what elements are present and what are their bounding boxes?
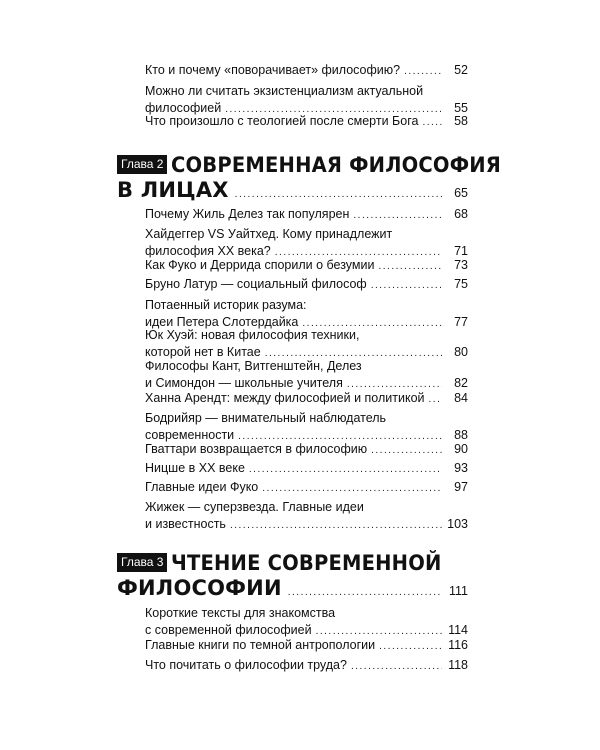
toc-entry-title: Кто и почему «поворачивает» философию?: [145, 63, 401, 77]
toc-entry-title: Бруно Латур — социальный философ: [145, 277, 367, 291]
leader-dots: [422, 114, 442, 131]
toc-entry-page: 116: [448, 638, 468, 652]
toc-entry[interactable]: [145, 276, 468, 294]
toc-entry-page: 114: [448, 623, 468, 637]
toc-entry-title: которой нет в Китае: [145, 345, 261, 359]
toc-entry-title-line: Философы Кант, Витгенштейн, Делез: [145, 359, 362, 373]
toc-entry-title: и известность: [145, 517, 226, 531]
chapter-title-line1: СОВРЕМЕННАЯ ФИЛОСОФИЯ: [171, 153, 502, 177]
toc-entry[interactable]: [145, 226, 468, 261]
toc-entry-title-line: Короткие тексты для знакомства: [145, 606, 336, 620]
toc-entry-title: с современной философией: [145, 623, 312, 637]
leader-dots: [429, 391, 442, 408]
toc-entry-page: 73: [454, 258, 468, 272]
toc-entry-title: идеи Петера Слотердайка: [145, 315, 299, 329]
toc-entry-page: 103: [447, 517, 468, 531]
toc-entry-page: 71: [454, 244, 468, 258]
toc-entry-page: 97: [454, 480, 468, 494]
toc-entry-title-line: Жижек — суперзвезда. Главные идеи: [145, 500, 364, 514]
toc-entry-title: Ханна Арендт: между философией и политикой: [145, 391, 425, 405]
leader-dots: [371, 442, 442, 459]
toc-entry-page: 88: [454, 428, 468, 442]
toc-entry-page: 80: [454, 345, 468, 359]
toc-entry-title-line: Потаенный историк разума:: [145, 298, 307, 312]
toc-entry-page: 118: [448, 658, 468, 672]
toc-entry[interactable]: [145, 637, 468, 655]
leader-dots: [230, 517, 442, 534]
leader-dots: [353, 207, 442, 224]
toc-entry-title: Что почитать о философии труда?: [145, 658, 347, 672]
toc-entry-title-line: Можно ли считать экзистенциализм актуальной: [145, 84, 424, 98]
toc-entry-title: философией: [145, 101, 222, 115]
toc-entry-title: Почему Жиль Делез так популярен: [145, 207, 350, 221]
toc-entry[interactable]: [145, 657, 468, 675]
toc-entry-title-line: Юк Хуэй: новая философия техники,: [145, 328, 360, 342]
chapter-heading[interactable]: [117, 153, 502, 202]
toc-entry-title: Ницше в XX веке: [145, 461, 245, 475]
leader-dots: [288, 587, 442, 598]
toc-entry[interactable]: [145, 113, 468, 131]
leader-dots: [262, 480, 442, 497]
chapter-heading[interactable]: [117, 551, 468, 600]
leader-dots: [249, 461, 442, 478]
chapter-title-line2: В ЛИЦАХ: [117, 178, 229, 202]
toc-entry-page: 93: [454, 461, 468, 475]
leader-dots: [351, 658, 442, 675]
toc-entry[interactable]: [145, 62, 468, 80]
toc-entry[interactable]: [145, 390, 468, 408]
chapter-page: 111: [448, 584, 468, 598]
toc-entry-page: 68: [454, 207, 468, 221]
leader-dots: [371, 277, 442, 294]
leader-dots: [404, 63, 442, 80]
leader-dots: [379, 638, 442, 655]
toc-entry-page: 52: [454, 63, 468, 77]
toc-entry-page: 75: [454, 277, 468, 291]
leader-dots: [235, 189, 442, 200]
chapter-title-line2: ФИЛОСОФИИ: [117, 576, 282, 600]
toc-entry[interactable]: [145, 327, 468, 362]
toc-entry[interactable]: [145, 499, 468, 534]
toc-entry-title: Гваттари возвращается в философию: [145, 442, 368, 456]
toc-entry-title: Как Фуко и Деррида спорили о безумии: [145, 258, 375, 272]
leader-dots: [378, 258, 442, 275]
chapter-tag: Глава 2: [117, 155, 167, 174]
toc-entry[interactable]: [145, 605, 468, 640]
toc-entry-title: Что произошло с теологией после смерти Бога: [145, 114, 419, 128]
toc-entry-page: 84: [454, 391, 468, 405]
toc-entry-page: 82: [454, 376, 468, 390]
toc-entry-page: 55: [454, 101, 468, 115]
toc-entry-title: философия XX века?: [145, 244, 271, 258]
toc-entry[interactable]: [145, 257, 468, 275]
toc-entry-title: Главные идеи Фуко: [145, 480, 259, 494]
toc-entry[interactable]: [145, 441, 468, 459]
toc-entry-title-line: Бодрийяр — внимательный наблюдатель: [145, 411, 387, 425]
toc-entry[interactable]: [145, 410, 468, 445]
toc-entry-title: Главные книги по темной антропологии: [145, 638, 376, 652]
toc-entry-page: 77: [454, 315, 468, 329]
toc-entry[interactable]: [145, 358, 468, 393]
toc-entry[interactable]: [145, 460, 468, 478]
toc-entry-title-line: Хайдеггер VS Уайтхед. Кому принадлежит: [145, 227, 393, 241]
chapter-tag: Глава 3: [117, 553, 167, 572]
chapter-title-line1: ЧТЕНИЕ СОВРЕМЕННОЙ: [171, 551, 442, 575]
toc-entry-title: и Симондон — школьные учителя: [145, 376, 343, 390]
toc-entry-page: 90: [454, 442, 468, 456]
toc-entry-page: 58: [454, 114, 468, 128]
toc-entry-title: современности: [145, 428, 235, 442]
toc-entry[interactable]: [145, 479, 468, 497]
chapter-page: 65: [454, 186, 468, 200]
toc-entry[interactable]: [145, 206, 468, 224]
